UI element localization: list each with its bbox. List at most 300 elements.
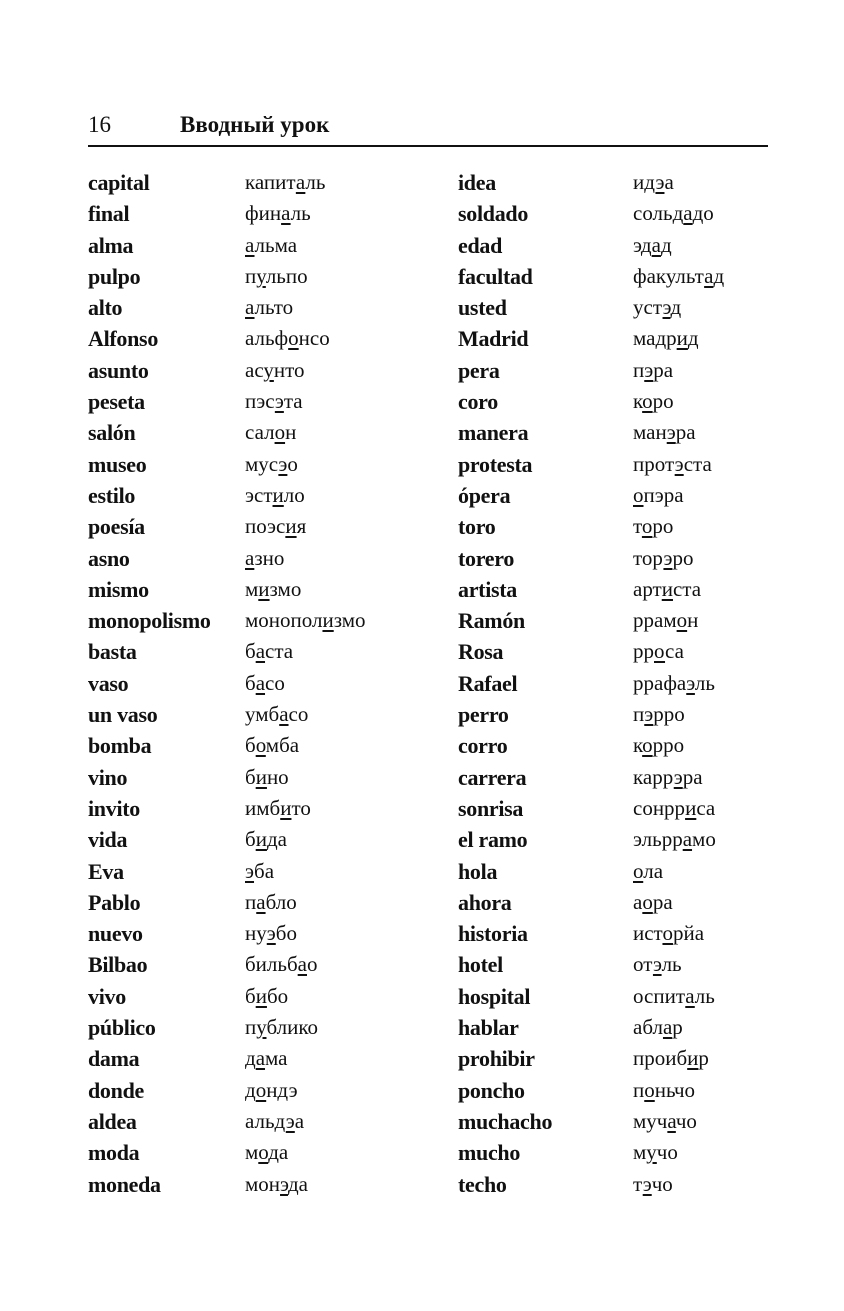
spanish-word: historia — [458, 921, 528, 947]
spanish-word: museo — [88, 451, 147, 477]
transcription-suffix: ра — [682, 764, 703, 789]
russian-transcription — [245, 292, 366, 323]
russian-transcription — [633, 417, 724, 448]
transcription-suffix: ба — [254, 858, 275, 883]
spanish-word: donde — [88, 1077, 144, 1103]
spanish-word: edad — [458, 232, 503, 258]
transcription-prefix: ррафа — [633, 670, 687, 695]
russian-transcription — [245, 261, 366, 292]
transcription-prefix: ид — [633, 170, 656, 194]
stressed-vowel: э — [652, 952, 662, 977]
transcription-suffix: ль — [661, 952, 682, 977]
russian-transcription — [245, 574, 366, 605]
russian-transcription — [633, 668, 724, 699]
spanish-word: ahora — [458, 889, 512, 915]
russian-transcription — [245, 511, 366, 542]
transcription-prefix: т — [633, 514, 642, 539]
transcription-suffix: ра — [653, 357, 674, 382]
russian-transcription — [245, 856, 366, 887]
transcription-suffix: змо — [333, 608, 366, 633]
stressed-vowel: а — [281, 201, 291, 226]
transcription-suffix: льто — [254, 295, 294, 320]
russian-transcription — [633, 699, 724, 730]
russian-transcription — [633, 480, 724, 511]
russian-transcription — [633, 605, 724, 636]
spanish-word: Rosa — [458, 639, 504, 665]
russian-transcription — [633, 261, 724, 292]
russian-transcription — [633, 574, 724, 605]
transcription-prefix: п — [633, 702, 645, 727]
stressed-vowel: а — [255, 1046, 266, 1071]
spanish-word: hola — [458, 858, 498, 884]
russian-transcription — [245, 167, 366, 198]
russian-transcription — [633, 198, 724, 229]
spanish-word: un vaso — [88, 702, 158, 728]
russian-transcription — [245, 636, 366, 667]
transcription-suffix: д — [687, 326, 699, 351]
transcription-suffix: зно — [254, 545, 285, 570]
spanish-word: protesta — [458, 451, 533, 477]
russian-transcription — [633, 887, 724, 918]
transcription-suffix: ль — [694, 983, 715, 1008]
transcription-prefix: карр — [633, 764, 674, 789]
russian-transcription — [245, 543, 366, 574]
transcription-suffix: нсо — [298, 326, 330, 351]
spanish-word: bomba — [88, 733, 152, 759]
stressed-vowel: э — [642, 1171, 652, 1196]
stressed-vowel: э — [674, 451, 684, 476]
stressed-vowel: о — [676, 608, 688, 633]
transcription-prefix: эд — [633, 232, 652, 257]
russian-transcription — [633, 730, 724, 761]
transcription-prefix: мадр — [633, 326, 677, 351]
transcription-prefix: ррам — [633, 608, 677, 633]
russian-transcriptions-column-1 — [245, 167, 366, 1200]
spanish-word: facultad — [458, 263, 533, 289]
russian-transcription — [633, 1169, 724, 1200]
stressed-vowel: о — [662, 921, 673, 946]
spanish-word: muchacho — [458, 1108, 553, 1134]
stressed-vowel: а — [662, 1015, 673, 1040]
spanish-word: toro — [458, 514, 496, 540]
russian-transcription — [633, 981, 724, 1012]
transcription-prefix: сольд — [633, 201, 684, 226]
transcription-prefix: оспит — [633, 983, 686, 1008]
stressed-vowel: и — [322, 608, 334, 633]
transcription-prefix: от — [633, 952, 653, 977]
transcription-suffix: рро — [652, 733, 685, 758]
transcription-suffix: чо — [656, 1140, 678, 1165]
spanish-word: mismo — [88, 576, 149, 602]
stressed-vowel: и — [255, 983, 267, 1008]
spanish-word: Pablo — [88, 889, 141, 915]
stressed-vowel: и — [255, 764, 267, 789]
spanish-word: torero — [458, 545, 515, 571]
transcription-suffix: ньчо — [654, 1077, 696, 1102]
russian-transcription — [633, 762, 724, 793]
transcription-suffix: ла — [643, 858, 664, 883]
transcription-suffix: н — [687, 608, 699, 633]
transcription-prefix: сал — [245, 420, 275, 445]
transcription-prefix: бильб — [245, 952, 298, 977]
stressed-vowel: э — [666, 420, 676, 445]
stressed-vowel: а — [685, 983, 695, 1008]
transcription-prefix: фин — [245, 201, 282, 226]
stressed-vowel: э — [644, 357, 654, 382]
stressed-vowel: а — [682, 827, 693, 852]
spanish-word: salón — [88, 420, 136, 446]
transcription-prefix: м — [633, 1140, 647, 1165]
russian-transcription — [633, 949, 724, 980]
transcription-suffix: нто — [273, 357, 305, 382]
transcription-suffix: льпо — [265, 263, 308, 288]
russian-transcription — [633, 323, 724, 354]
transcription-prefix: п — [633, 1077, 645, 1102]
stressed-vowel: и — [285, 514, 297, 539]
russian-transcription — [633, 1106, 724, 1137]
russian-transcription — [245, 668, 366, 699]
spanish-word: prohibir — [458, 1046, 535, 1072]
transcription-suffix: да — [287, 1171, 308, 1196]
transcription-prefix: альд — [245, 1108, 286, 1133]
transcription-prefix: эст — [245, 482, 273, 507]
transcription-suffix: ль — [305, 170, 326, 194]
spanish-word: asno — [88, 545, 130, 571]
transcription-suffix: бо — [275, 921, 297, 946]
transcription-suffix: д — [670, 295, 682, 320]
stressed-vowel: а — [245, 545, 255, 570]
russian-transcription — [245, 1012, 366, 1043]
spanish-word: Ramón — [458, 608, 525, 634]
transcription-prefix: арт — [633, 576, 662, 601]
transcription-suffix: со — [288, 702, 309, 727]
russian-transcription — [633, 918, 724, 949]
transcription-prefix: сонрр — [633, 795, 686, 820]
spanish-words-column-1 — [88, 167, 211, 1200]
spanish-word: vaso — [88, 670, 129, 696]
stressed-vowel: о — [255, 1077, 267, 1102]
russian-transcription — [633, 1137, 724, 1168]
russian-transcription — [633, 449, 724, 480]
transcription-prefix: монопол — [245, 608, 323, 633]
transcription-suffix: д — [713, 263, 725, 288]
stressed-vowel: а — [704, 263, 714, 288]
spanish-word: asunto — [88, 357, 149, 383]
russian-transcription — [633, 230, 724, 261]
transcription-suffix: ра — [652, 889, 673, 914]
stressed-vowel: о — [642, 733, 653, 758]
transcription-suffix: ро — [652, 514, 674, 539]
russian-transcription — [245, 1075, 366, 1106]
spanish-word: soldado — [458, 201, 529, 227]
transcription-prefix: д — [245, 1077, 256, 1102]
russian-transcription — [245, 918, 366, 949]
spanish-word: invito — [88, 795, 140, 821]
stressed-vowel: э — [663, 545, 673, 570]
transcription-prefix: ну — [245, 921, 267, 946]
transcription-prefix: умб — [245, 702, 280, 727]
spanish-word: dama — [88, 1046, 140, 1072]
transcription-prefix: б — [245, 764, 256, 789]
stressed-vowel: о — [642, 889, 653, 914]
transcription-suffix: о — [307, 952, 318, 977]
spanish-word: Madrid — [458, 326, 529, 352]
spanish-word: idea — [458, 170, 496, 195]
stressed-vowel: о — [641, 514, 653, 539]
spanish-word: vino — [88, 764, 128, 790]
transcription-suffix: да — [268, 1140, 289, 1165]
stressed-vowel: и — [272, 482, 284, 507]
stressed-vowel: и — [687, 1046, 699, 1071]
transcription-suffix: ма — [265, 1046, 288, 1071]
transcription-suffix: рйа — [672, 921, 705, 946]
transcription-prefix: м — [245, 576, 259, 601]
transcription-suffix: са — [665, 639, 684, 664]
transcription-prefix: прот — [633, 451, 675, 476]
transcription-prefix: п — [245, 889, 257, 914]
russian-transcription — [245, 762, 366, 793]
stressed-vowel: а — [295, 170, 306, 194]
transcription-prefix: мон — [245, 1171, 281, 1196]
transcription-suffix: ль — [694, 670, 715, 695]
transcription-suffix: до — [692, 201, 714, 226]
stressed-vowel: и — [258, 576, 270, 601]
transcription-prefix: имб — [245, 795, 281, 820]
spanish-word: el ramo — [458, 827, 528, 853]
russian-transcription — [633, 793, 724, 824]
russian-transcription — [245, 1169, 366, 1200]
transcription-suffix: рро — [653, 702, 685, 727]
russian-transcription — [245, 824, 366, 855]
russian-transcription — [245, 480, 366, 511]
transcription-suffix: ра — [675, 420, 696, 445]
stressed-vowel: а — [683, 201, 693, 226]
transcription-suffix: змо — [269, 576, 302, 601]
spanish-word: manera — [458, 420, 529, 446]
transcription-prefix: пэс — [245, 389, 275, 414]
stressed-vowel: э — [644, 702, 654, 727]
stressed-vowel: э — [245, 858, 255, 883]
transcription-suffix: ндэ — [266, 1077, 298, 1102]
stressed-vowel: и — [280, 795, 292, 820]
stressed-vowel: у — [646, 1140, 657, 1165]
transcription-suffix: мба — [265, 733, 300, 758]
stressed-vowel: и — [676, 326, 688, 351]
spanish-word: pulpo — [88, 263, 141, 289]
transcription-suffix: ро — [652, 389, 674, 414]
transcription-suffix: блико — [266, 1015, 318, 1040]
transcription-suffix: ль — [290, 201, 311, 226]
transcription-suffix: ста — [683, 451, 712, 476]
transcription-prefix: к — [633, 389, 643, 414]
transcription-prefix: тор — [633, 545, 664, 570]
spanish-word: vida — [88, 827, 128, 853]
stressed-vowel: а — [256, 889, 266, 914]
russian-transcription — [245, 1106, 366, 1137]
transcription-suffix: со — [265, 670, 285, 695]
transcription-prefix: эльрр — [633, 827, 683, 852]
transcription-suffix: р — [672, 1015, 683, 1040]
transcription-prefix: б — [245, 639, 256, 664]
russian-transcriptions-column-2 — [633, 167, 724, 1200]
transcription-prefix: факульт — [633, 263, 705, 288]
transcription-prefix: д — [245, 1046, 256, 1071]
transcription-suffix: ста — [672, 576, 702, 601]
russian-transcription — [633, 355, 724, 386]
transcription-suffix: о — [287, 451, 298, 476]
russian-transcription — [245, 1137, 366, 1168]
russian-transcription — [245, 417, 366, 448]
spanish-word: vivo — [88, 983, 126, 1009]
spanish-word: mucho — [458, 1140, 521, 1166]
transcription-suffix: да — [266, 827, 287, 852]
stressed-vowel: и — [661, 576, 673, 601]
stressed-vowel: о — [274, 420, 286, 445]
stressed-vowel: а — [297, 952, 307, 977]
spanish-word: monopolismo — [88, 608, 211, 634]
transcription-prefix: муч — [633, 1108, 668, 1133]
spanish-word: estilo — [88, 482, 136, 508]
transcription-prefix: поэс — [245, 514, 286, 539]
spanish-word: moda — [88, 1140, 140, 1166]
spanish-word: hospital — [458, 983, 531, 1009]
transcription-prefix: рр — [633, 639, 654, 664]
stressed-vowel: э — [655, 170, 665, 194]
russian-transcription — [633, 856, 724, 887]
transcription-suffix: а — [664, 170, 674, 194]
transcription-suffix: пэра — [643, 482, 684, 507]
transcription-prefix: к — [633, 733, 643, 758]
stressed-vowel: о — [288, 326, 299, 351]
transcription-prefix: мус — [245, 451, 279, 476]
transcription-suffix: бло — [265, 889, 297, 914]
spanish-word: usted — [458, 295, 507, 321]
stressed-vowel: э — [662, 295, 671, 320]
section-title: Вводный урок — [180, 112, 330, 137]
transcription-prefix: м — [245, 1140, 259, 1165]
transcription-prefix: ман — [633, 420, 667, 445]
stressed-vowel: а — [245, 295, 255, 320]
russian-transcription — [245, 887, 366, 918]
spanish-word: ópera — [458, 482, 511, 508]
stressed-vowel: и — [685, 795, 697, 820]
transcription-suffix: ста — [265, 639, 294, 664]
transcription-prefix: капит — [245, 170, 296, 194]
page-number: 16 — [88, 112, 111, 137]
spanish-word: aldea — [88, 1108, 137, 1134]
spanish-word: final — [88, 201, 130, 227]
russian-transcription — [633, 636, 724, 667]
transcription-prefix: б — [245, 670, 256, 695]
stressed-vowel: э — [278, 451, 288, 476]
stressed-vowel: э — [266, 921, 276, 946]
russian-transcription — [633, 511, 724, 542]
russian-transcription — [245, 386, 366, 417]
russian-transcription — [633, 167, 724, 198]
stressed-vowel: а — [279, 702, 289, 727]
stressed-vowel: а — [245, 232, 255, 257]
transcription-suffix: я — [296, 514, 307, 539]
stressed-vowel: о — [654, 639, 666, 664]
russian-transcription — [245, 949, 366, 980]
spanish-word: poesía — [88, 514, 145, 540]
russian-transcription — [245, 1043, 366, 1074]
spanish-word: hablar — [458, 1015, 519, 1041]
transcription-suffix: льма — [254, 232, 298, 257]
transcription-prefix: абл — [633, 1015, 663, 1040]
transcription-suffix: ло — [283, 482, 305, 507]
stressed-vowel: э — [274, 389, 284, 414]
transcription-prefix: б — [245, 827, 256, 852]
spanish-word: moneda — [88, 1171, 161, 1197]
transcription-suffix: чо — [675, 1108, 697, 1133]
spanish-word: hotel — [458, 952, 503, 978]
stressed-vowel: о — [644, 1077, 655, 1102]
transcription-prefix: б — [245, 983, 256, 1008]
stressed-vowel: о — [642, 389, 653, 414]
transcription-suffix: чо — [651, 1171, 673, 1196]
spanish-words-column-2 — [458, 167, 552, 1200]
stressed-vowel: а — [255, 670, 266, 695]
stressed-vowel: а — [667, 1108, 676, 1133]
stressed-vowel: э — [686, 670, 695, 695]
stressed-vowel: а — [651, 232, 661, 257]
transcription-prefix: ист — [633, 921, 663, 946]
spanish-word: nuevo — [88, 921, 143, 947]
spanish-word: Eva — [88, 858, 124, 884]
transcription-prefix: а — [633, 889, 643, 914]
spanish-word: Bilbao — [88, 952, 148, 978]
russian-transcription — [245, 230, 366, 261]
transcription-prefix: п — [633, 357, 645, 382]
russian-transcription — [633, 292, 724, 323]
spanish-word: público — [88, 1015, 156, 1041]
transcription-prefix: п — [245, 1015, 257, 1040]
transcription-suffix: но — [266, 764, 289, 789]
spanish-word: artista — [458, 576, 517, 602]
stressed-vowel: и — [255, 827, 267, 852]
transcription-prefix: проиб — [633, 1046, 688, 1071]
spanish-word: techo — [458, 1171, 507, 1197]
spanish-word: Rafael — [458, 670, 518, 696]
page-header — [88, 112, 768, 144]
russian-transcription — [245, 793, 366, 824]
header-rule — [88, 145, 768, 147]
russian-transcription — [245, 981, 366, 1012]
stressed-vowel: э — [280, 1171, 288, 1196]
transcription-prefix: т — [633, 1171, 643, 1196]
transcription-suffix: д — [660, 232, 672, 257]
russian-transcription — [245, 355, 366, 386]
transcription-suffix: а — [294, 1108, 305, 1133]
stressed-vowel: э — [285, 1108, 295, 1133]
russian-transcription — [245, 730, 366, 761]
transcription-suffix: р — [698, 1046, 709, 1071]
spanish-word: basta — [88, 639, 137, 665]
transcription-prefix: ас — [245, 357, 264, 382]
transcription-prefix: альф — [245, 326, 289, 351]
russian-transcription — [245, 699, 366, 730]
transcription-suffix: то — [291, 795, 311, 820]
spanish-word: Alfonso — [88, 326, 159, 352]
russian-transcription — [633, 824, 724, 855]
stressed-vowel: о — [258, 1140, 269, 1165]
spanish-word: corro — [458, 733, 508, 759]
transcription-prefix: б — [245, 733, 256, 758]
stressed-vowel: а — [255, 639, 266, 664]
transcription-suffix: ро — [672, 545, 694, 570]
russian-transcription — [633, 1043, 724, 1074]
